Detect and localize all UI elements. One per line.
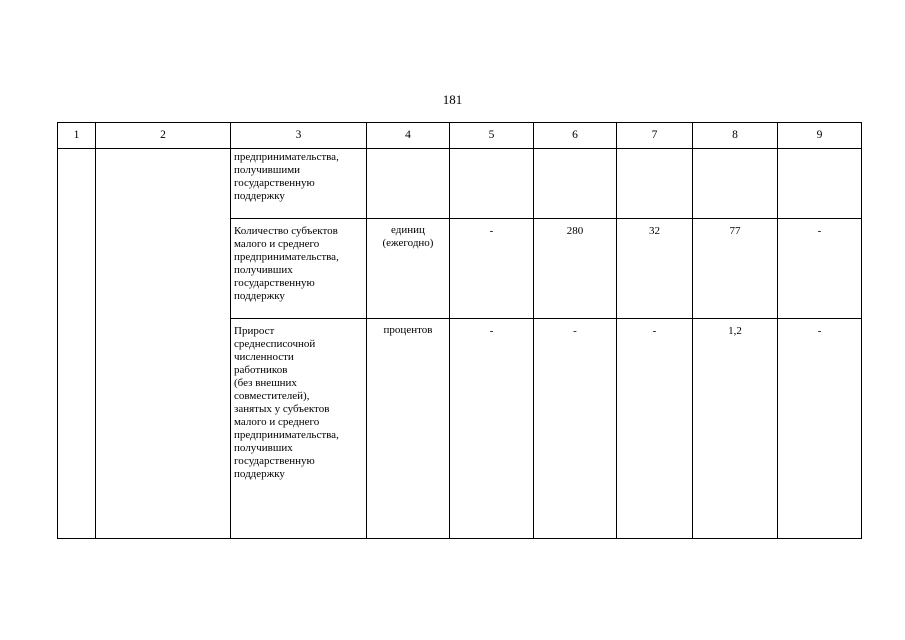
- cell-col1: [58, 149, 96, 539]
- indicator-text: Прирост среднесписочной численности работников (без внешних совместителей), занятых у субъектов малого и среднего предпринимательства, получивших государственную поддержку: [234, 325, 339, 480]
- page-number: 181: [442, 92, 463, 107]
- unit-cell: единиц (ежегодно): [367, 219, 450, 319]
- indicator-text: Количество субъектов малого и среднего предпринимательства, получивших государственную поддержку: [234, 225, 339, 302]
- value-cell: [778, 149, 862, 219]
- column-header: 7: [617, 123, 693, 149]
- value-cell: -: [617, 319, 693, 539]
- value-cell: [617, 149, 693, 219]
- value-cell: [693, 149, 778, 219]
- value-cell: 77: [693, 219, 778, 319]
- table-header-row: [58, 123, 862, 149]
- unit-cell: [367, 149, 450, 219]
- value-cell: -: [534, 319, 617, 539]
- indicator-cell: [231, 319, 367, 539]
- value-cell: -: [450, 219, 534, 319]
- column-header: 3: [231, 123, 367, 149]
- column-header: 4: [367, 123, 450, 149]
- column-header: 1: [58, 123, 96, 149]
- data-table: [57, 122, 862, 539]
- column-header: 5: [450, 123, 534, 149]
- cell-col2: [96, 149, 231, 539]
- value-cell: 1,2: [693, 319, 778, 539]
- value-cell: [450, 149, 534, 219]
- value-cell: [534, 149, 617, 219]
- column-header: 6: [534, 123, 617, 149]
- table-row: [58, 149, 862, 219]
- indicator-text: предпринимательства, получившими государственную поддержку: [234, 151, 339, 202]
- value-cell: 32: [617, 219, 693, 319]
- indicator-cell: [231, 149, 367, 219]
- unit-cell: процентов: [367, 319, 450, 539]
- column-header: 8: [693, 123, 778, 149]
- value-cell: -: [778, 319, 862, 539]
- indicator-cell: [231, 219, 367, 319]
- column-header: 9: [778, 123, 862, 149]
- value-cell: 280: [534, 219, 617, 319]
- column-header: 2: [96, 123, 231, 149]
- value-cell: -: [778, 219, 862, 319]
- value-cell: -: [450, 319, 534, 539]
